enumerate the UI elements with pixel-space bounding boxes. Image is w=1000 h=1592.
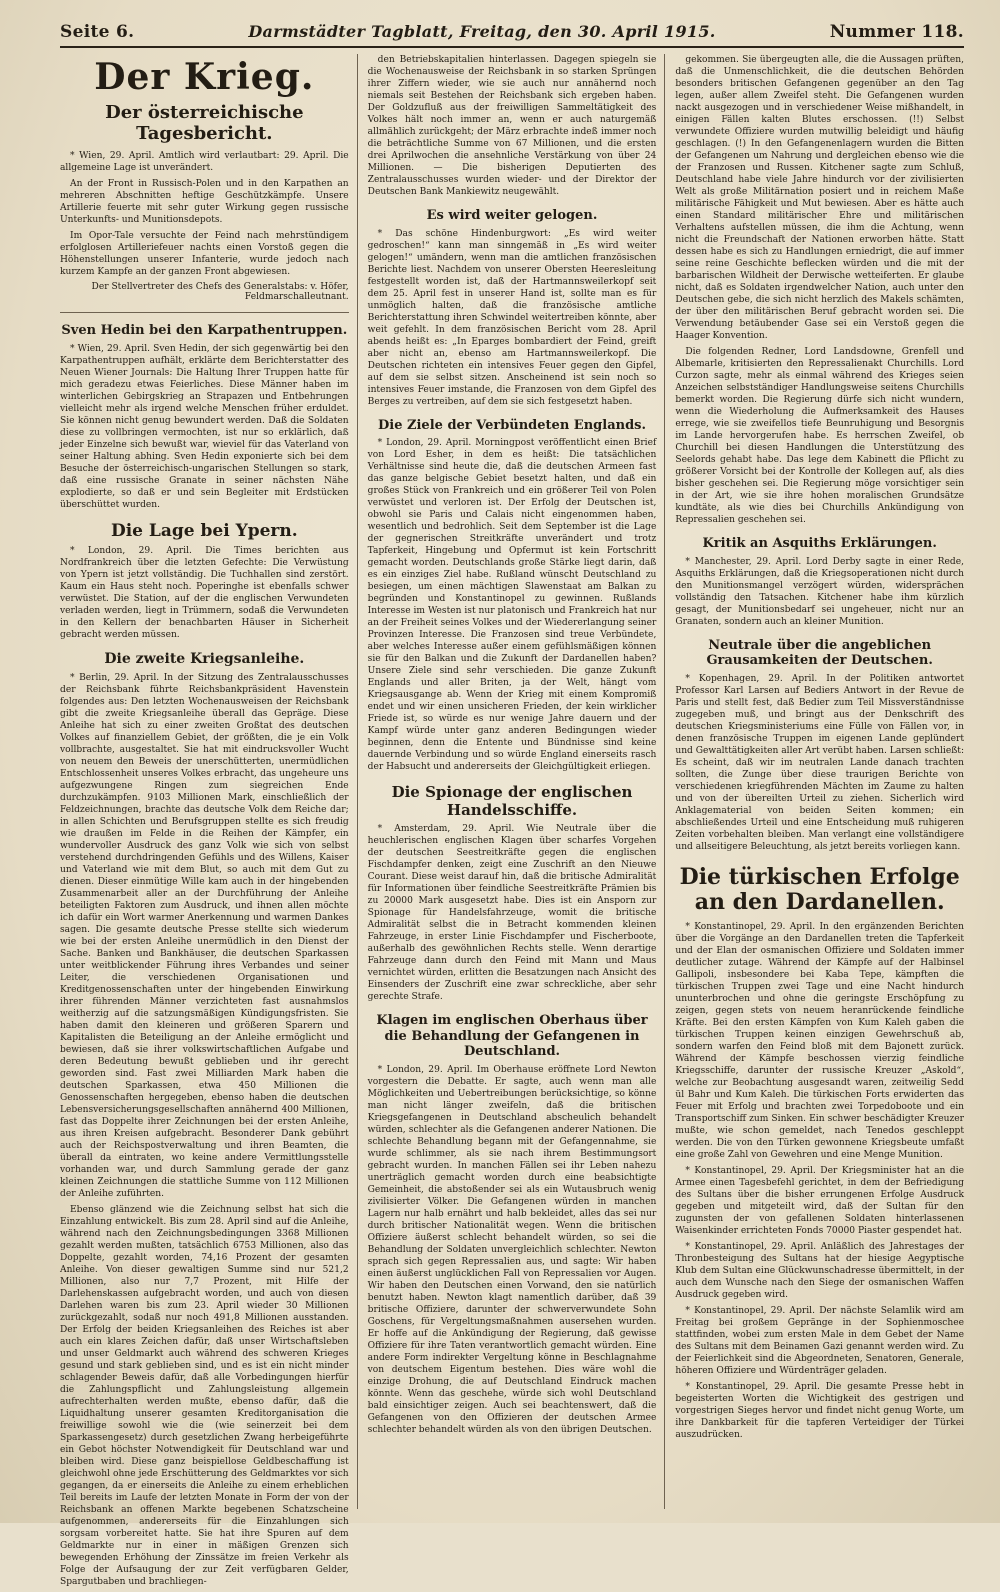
paragraph: gekommen. Sie übergeugten alle, die die Aussagen prüften, daß die Unmenschlichkeit, die die deutschen Behörden besonders britischen Gefangenen gegenüber an den Tag legen, außer allem Zweifel steht. Die Gefangenen wurden nackt ausgezogen und in verschiedener Weise mißhandelt, in einigen Fällen kalten Blutes erschossen. (!!) Selbst verwundete Offiziere wurden mutwillig beleidigt und häufig geschlagen. (!) In den Gefangenenlagern wurden die Bitten der Gefangenen um Nahrung und dergleichen ebenso wie die der Franzosen und Russen. Kitchener sagte zum Schluß, Deutschland habe viele Jahre hindurch vor der zivilisierten Welt als große Militärnation posiert und in reichem Maße militärische Fähigkeit und Mut bewiesen. Aber es hätte auch einen Standard militärischer Ehre und militärischen Verhaltens aufstellen müssen, die ihm die Achtung, wenn nicht die Freundschaft der Nationen erworben hätte. Statt dessen habe es sich zu Handlungen erniedrigt, die auf immer seine reine Geschichte beflecken würden und die mit der barbarischen Wildheit der Derwische wetteiferten. Er glaube nicht, daß es Soldaten irgendwelcher Nation, auch unter den Deutschen gebe, die sich nicht herzlich des Makels schämten, der über den militärischen Beruf gebracht worden sei. Die Verwendung betäubender Gase sei ein Verstoß gegen die Haager Konvention.: [675, 55, 965, 341]
article-headline: Neutrale über die angeblichen Grausamkeiten der Deutschen.: [706, 637, 933, 669]
article-headline: Die türkischen Erfolge an den Dardanellen.: [679, 863, 960, 916]
paragraph: * Konstantinopel, 29. April. Anläßlich des Jahrestages der Thronbesteigung des Sultans hat der hiesige Aegyptische Klub dem Sultan eine Glückwunschadresse übermittelt, in der auch dem Wunsche nach den Siege der osmanischen Waffen Ausdruck gegeben wird.: [675, 1242, 965, 1301]
paragraph: * Konstantinopel, 29. April. In den ergänzenden Berichten über die Vorgänge an den Dardanellen treten die Tapferkeit und der Elan der osmanischen Offiziere und Soldaten immer deutlicher zutage. Während der Kämpfe auf der Halbinsel Gallipoli, insbesondere bei Kaba Tepe, kämpften die türkischen Truppen zwei Tage und eine Nacht hindurch ununterbrochen und ohne die geringste Erschöpfung zu zeigen, gegen stets von neuem heranrückende feindliche Kräfte. Bei den ersten Kämpfen von Kum Kaleh gaben die türkischen Truppen keinen einzigen Gewehrschuß ab, sondern warfen den Feind bloß mit dem Bajonett zurück. Während der Kämpfe beschossen vierzig feindliche Kriegsschiffe, darunter der russische Kreuzer „Askold“, welche zur Beobachtung ausgesandt waren, zeitweilig Sedd ül Bahr und Kum Kaleh. Die türkischen Forts erwiderten das Feuer mit Erfolg und brachten zwei Torpedoboote und ein Transportschiff zum Sinken. Ein schwer beschädigter Kreuzer mußte, wie schon gemeldet, nach Tenedos geschleppt werden. Die von den Türken gewonnene Kriegsbeute umfaßt eine große Zahl von Gewehren und eine Menge Munition.: [675, 922, 965, 1161]
paragraph: * Amsterdam, 29. April. Wie Neutrale über die heuchlerischen englischen Klagen über scharfes Vorgehen der deutschen Seestreitkräfte gegen die englischen Fischdampfer denken, zeigt eine Zuschrift an den Nieuwe Courant. Diese weist darauf hin, daß die britische Admiralität für Informationen über feindliche Seestreitkräfte Prämien bis zu 20000 Mark ausgesetzt habe. Dies ist ein Ansporn zur Spionage für Handelsfahrzeuge, womit die britische Admiralität selbst die in Betracht kommenden kleinen Fahrzeuge, in erster Linie Fischdampfer und Fischerboote, außerhalb des gewöhnlichen Rechts stelle. Wenn derartige Fahrzeuge dann durch den Feind mit Mann und Maus vernichtet würden, erlitten die Besatzungen nach Ansicht des Einsenders der Zuschrift eine zwar schreckliche, aber sehr gerechte Strafe.: [367, 824, 657, 1003]
paragraph: An der Front in Russisch-Polen und in den Karpathen an mehreren Abschnitten heftige Geschützkämpfe. Unsere Artillerie feuerte mit sehr guter Wirkung gegen russische Unterkunfts- und Munitionsdepots.: [60, 179, 349, 225]
article-headline: Die Ziele der Verbündeten Englands.: [378, 417, 646, 433]
paragraph: den Betriebskapitalien hinterlassen. Dagegen spiegeln sie die Wochenausweise der Reichsbank in so starken Sprüngen ihrer Ziffern wieder, wie sie auch nur annähernd noch niemals seit Bestehen der Reichsbank sich ergeben haben. Der Goldzufluß aus der freiwilligen Sammeltätigkeit des Volkes hält noch immer an, wenn er auch naturgemäß allmählich zurückgeht; der März erbrachte indeß immer noch die beträchtliche Summe von 67 Millionen, und die ersten drei Aprilwochen die ansehnliche Verstärkung von über 24 Millionen. — Die bisherigen Deputierten des Zentralausschusses wurden wieder- und der Direktor der Deutschen Bank Mankiewitz neugewählt.: [367, 55, 657, 197]
paragraph: * Das schöne Hindenburgwort: „Es wird weiter gedroschen!“ kann man sinngemäß in „Es wird weiter gelogen!“ umändern, wenn man die amtlichen französischen Berichte liest. Nachdem von unserer Obersten Heeresleitung festgestellt worden ist, daß der Hartmannsweilerkopf seit dem 25. April fest in unserer Hand ist, sollte man es für unmöglich halten, daß die französische amtliche Berichterstattung ihren Schwindel weitertreiben könnte, aber weit gefehlt. In dem französischen Bericht vom 28. April abends heißt es: „In Eparges bombardiert der Feind, greift aber nicht an, ebenso am Hartmannsweilerkopf. Die Deutschen richteten ein intensives Feuer gegen den Gipfel, auf dem sie selbst sitzen. Anscheinend ist sein noch so intensives Feuer imstande, die Franzosen von dem Gipfel des Berges zu vertreiben, auf dem sie sich festgesetzt haben.: [367, 228, 657, 407]
article-headline: Es wird weiter gelogen.: [426, 208, 598, 223]
paragraph: * Kopenhagen, 29. April. In der Politiken antwortet Professor Karl Larsen auf Bediers Antwort in der Revue de Paris und stellt fest, daß Bedier zum Teil Missverständnisse zugegeben muß, und bringt aus der Denkschrift des deutschen Kriegsministeriums eine Fülle von Fällen vor, in denen französische Truppen im eigenen Lande geplündert und Gewalttätigkeiten aller Art verübt haben. Larsen schließt: Es scheint, daß wir im neutralen Lande danach trachten sollten, die Zunge über diese traurigen Berichte von verschiedenen kriegführenden Mächten im Zaume zu halten und von der übereilten Urteil zu ziehen. Sicherlich wird Anklagematerial von beiden Seiten kommen; ein abschließendes Urteil und eine Entscheidung muß ruhigeren Zeiten vorbehalten bleiben. Man verlangt eine vollständigere und allseitigere Beleuchtung, als jetzt bereits vorliegen kann.: [675, 673, 965, 852]
issue-number: Nummer 118.: [829, 22, 964, 42]
article-body: [368, 1064, 657, 1509]
paragraph: * Wien, 29. April. Sven Hedin, der sich gegenwärtig bei den Karpathentruppen aufhält, erklärte dem Berichterstatter des Neuen Wiener Journals: Die Haltung Ihrer Truppen hatte für mich geradezu etwas Feierliches. Diese Männer haben im winterlichen Gebirgskrieg an Strapazen und Entbehrungen vielleicht mehr als irgend welche Menschen früher erduldet. Sie können nicht genug bewundert werden. Daß die Soldaten diese zu vollbringen vermochten, ist nur so erklärlich, daß jeder Einzelne sich bewußt war, wieviel für das Vaterland von seiner Haltung abhing. Sven Hedin exponierte sich bei dem Besuche der österreichisch-ungarischen Stellungen so stark, daß eine russische Granate in seiner nächsten Nähe explodierte, so daß er und sein Begleiter mit Erdstücken überschüttet wurden.: [60, 343, 349, 510]
article-headline: Die Spionage der englischen Handelsschiffe.: [391, 783, 633, 820]
signature: Der Stellvertreter des Chefs des Generalstabs: v. Höfer, Feldmarschalleutnant.: [91, 282, 349, 302]
section-headline: Der österreichische Tagesbericht.: [105, 102, 304, 144]
article-headline: Die zweite Kriegsanleihe.: [104, 650, 305, 667]
paragraph: Die folgenden Redner, Lord Landsdowne, Grenfell und Albemarle, kritisierten den Repressalienakt Churchills. Lord Curzon sagte, mehr als einmal während des Krieges seien Anzeichen selbstständiger Handlungsweise seitens Churchills bemerkt worden. Die Regierung dürfe sich nicht wundern, wenn die Wiederholung die Aufmerksamkeit des Hauses errege, wie sie zweifellos tiefe Beunruhigung und Besorgnis im Lande hervorgerufen habe. Es herrschen Zweifel, ob Churchill bei diesen Handlungen die Unterstützung des Seelords gehabt habe. Das lege dem Kabinett die Pflicht zu größerer Vorsicht bei der Kontrolle der Kollegen auf, als dies bisher geschehen sei. Die Regierung möge vorsichtiger sein in der Art, wie sie ihre hohen moralischen Grundsätze kundtäte, als wie dies bei Churchills Ankündigung von Repressalien geschehen sei.: [675, 347, 965, 525]
main-headline: Der Krieg.: [94, 56, 315, 98]
column-2: [368, 54, 666, 1509]
page-number: Seite 6.: [60, 22, 135, 42]
article-headline: Kritik an Asquiths Erklärungen.: [702, 536, 937, 551]
article-headline: Klagen im englischen Oberhaus über die Behandlung der Gefangenen in Deutschland.: [376, 1013, 648, 1060]
paragraph: * London, 29. April. Morningpost veröffentlicht einen Brief von Lord Esher, in dem es heißt: Die tatsächlichen Verhältnisse sind heute die, daß die deutschen Armeen fast das ganze belgische Gebiet besetzt halten, und daß ein großes Stück von Frankreich und ein größerer Teil von Polen verwüstet und verloren ist. Der Erfolg der Deutschen ist, obwohl sie Paris und Calais nicht eingenommen haben, wesentlich und bedrohlich. Seit dem September ist die Lage der gegnerischen Streitkräfte unverändert und trotz Tapferkeit, Hingebung und Opfermut ist kein Fortschritt gemacht worden. Deutschlands große Stärke liegt darin, daß es ein einziges Ziel habe. Rußland wünscht Deutschland zu besiegen, um einen mächtigen Slawenstaat am Balkan zu begründen und Konstantinopel zu gewinnen. Rußlands Interesse im Westen ist nur platonisch und Frankreich hat nur an der Freiheit seines Volkes und der Wiedererlangung seiner Provinzen Interesse. Die Franzosen sind treue Verbündete, aber welches Interesse außer einem gefühlsmäßigen können sie für den Balkan und die Zukunft der Dardanellen haben? Unsere Ziele sind sehr verschieden. Die ganze Zukunft Englands und aller Briten, ja der Welt, hängt vom Kriegsausgange ab. Wenn der Krieg mit einem Kompromiß endet und wir einen unsicheren Frieden, der kein wirklicher Friede ist, so würde es nur wenige Jahre dauern und der Kampf würde unter ganz anderen Bedingungen wieder beginnen, denn die Entente und Bündnisse sind keine dauernde Verbindung und so würde England einerseits rasch der Habsucht und andererseits der Gleichgültigkeit erliegen.: [367, 438, 657, 773]
paragraph: Im Opor-Tale versuchte der Feind nach mehrstündigem erfolglosen Artilleriefeuer nachts einen Vorstoß gegen die Höhenstellungen unserer Infanterie, wurde jedoch nach kurzem Kampfe an der ganzen Front abgewiesen.: [60, 231, 349, 277]
paragraph: Ebenso glänzend wie die Zeichnung selbst hat sich die Einzahlung entwickelt. Bis zum 28. April sind auf die Anleihe, während nach den Zeichnungsbedingungen 3368 Millionen gezahlt werden mußten, tatsächlich 6753 Millionen, also das Doppelte, gezahlt worden, 74,16 Prozent der gesamten Anleihe. Von dieser gewaltigen Summe sind nur 521,2 Millionen, also nur 7,7 Prozent, mit Hilfe der Darlehenskassen aufgebracht worden, und auch von diesen Darlehen waren bis zum 23. April wieder 30 Millionen zurückgezahlt, sodaß nur noch 491,8 Millionen ausstanden. Der Erfolg der beiden Kriegsanleihen des Reiches ist aber auch ein klares Zeichen dafür, daß unser Wirtschaftsleben und unser Geldmarkt auch während des schweren Krieges gesund und stark geblieben sind, und es ist ein nicht minder schlagender Beweis dafür, daß alle Vorbedingungen hierfür die Zahlungspflicht und Zahlungsleistung allgemein aufrechterhalten werden mußte, ebenso dafür, daß die Liquidhaltung unserer gesamten Kreditorganisation die freiwillige sowohl wie die (wie seinerzeit bei dem Sparkassengesetz) durch gesetzlichen Zwang herbeigeführte ein Gebot höchster Notwendigkeit für Deutschland war und bleiben wird. Diese ganz beispiellose Geldbeschaffung ist gleichwohl ohne jede Erschütterung des Geldmarktes vor sich gegangen, da er einerseits die Anleihe zu einem erheblichen Teil bereits im Laufe der letzten Monate in Form der von der Reichsbank an offenen Markte begebenen Schatzscheine aufgenommen, andererseits für die Einzahlungen sich sorgsam vorbereitet hatte. Sie hat ihre Spuren auf dem Geldmarkte nur in einer in mäßigen Grenzen sich bewegenden Erhöhung der Zinssätze im freien Verkehr als Folge der Aufsaugung der zur Zeit verfügbaren Gelder, Spargutbaben und brachliegen-: [60, 1204, 349, 1587]
divider: [60, 312, 349, 313]
paragraph: * Konstantinopel, 29. April. Der Kriegsminister hat an die Armee einen Tagesbefehl gerichtet, in dem der Befriedigung des Sultans über die bisher errungenen Erfolge Ausdruck gegeben und mitgeteilt wird, daß der Sultan für den zugunsten der von gefallenen Soldaten hinterlassenen Waisenkinder errichteten Fonds 70000 Piaster gespendet hat.: [675, 1166, 965, 1237]
article-body: [60, 672, 349, 1592]
newspaper-title: Darmstädter Tagblatt, Freitag, den 30. April 1915.: [248, 22, 716, 41]
article-headline: Sven Hedin bei den Karpathentruppen.: [61, 323, 348, 338]
paragraph: * Konstantinopel, 29. April. Die gesamte Presse hebt in begeisterten Worten die Wichtigkeit des gestrigen und vorgestrigen Sieges hervor und findet nicht genug Worte, um ihre Dankbarkeit für die tapferen Verteidiger der Türkei auszudrücken.: [675, 1382, 965, 1441]
paragraph: * Manchester, 29. April. Lord Derby sagte in einer Rede, Asquiths Erklärungen, daß die Kriegsoperationen nicht durch den Munitionsmangel verzögert würden, widersprächen vollständig den Tatsachen. Kitchener habe ihm kürzlich gesagt, der Munitionsbedarf sei ungeheuer, nicht nur an Granaten, sondern auch an kleiner Munition.: [675, 556, 965, 627]
paragraph: * London, 29. April. Im Oberhause eröffnete Lord Newton vorgestern die Debatte. Er sagte, auch wenn man alle Möglichkeiten und Uebertreibungen berücksichtige, so könne man nicht länger zweifeln, daß die britischen Kriegsgefangenen in Deutschland abscheulich behandelt würden, schlechter als die Gefangenen anderer Nationen. Die schlechte Behandlung begann mit der Gefangennahme, sie wurde schlimmer, als sie nach ihrem Bestimmungsort gebracht wurden. In manchen Fällen sei ihr Leben nahezu unerträglich gemacht worden durch eine beabsichtigte Gemeinheit, die abstoßender sei als ein Wutausbruch wenig zivilisierter Völker. Die Gefangenen würden in manchen Lagern nur halb ernährt und halb bekleidet, alles das sei nur durch britischer Nationalität wegen. Wenn die britischen Offiziere äußerst schlecht behandelt würden, so sei die Behandlung der Soldaten unvergleichlich schlechter. Newton sprach sich gegen Repressalien aus, und sagte: Wir haben einen äußerst unglücklichen Fall von Repressalien vor Augen. Wir haben den Deutschen einen Vorwand, den sie natürlich benutzt haben. Newton klagt namentlich darüber, daß 39 britische Offiziere, darunter der schwerverwundete Sohn Goschens, für Vergeltungsmaßnahmen ausersehen wurden. Er hoffe auf die Ankündigung der Regierung, daß gewisse Offiziere für ihre Taten verantwortlich gemacht würden. Eine andere Form indirekter Vergeltung könne in Beschlagnahme von deutschem Eigentum bestehen. Dies wäre wohl die einzige Drohung, die auf Deutschland Eindruck machen könnte. Wenn das geschehe, würde sich wohl Deutschland bald einsichtiger zeigen. Auch sei beachtenswert, daß die Gefangenen von den Offizieren der deutschen Armee schlechter behandelt würden als von den übrigen Deutschen.: [367, 1064, 657, 1435]
column-3: [675, 54, 964, 1509]
column-1: [60, 54, 358, 1587]
paragraph: * Wien, 29. April. Amtlich wird verlautbart: 29. April. Die allgemeine Lage ist unverändert.: [60, 151, 349, 173]
paragraph: * Berlin, 29. April. In der Sitzung des Zentralausschusses der Reichsbank führte Reichsbankpräsident Havenstein folgendes aus: Den letzten Wochenausweisen der Reichsbank gibt die zweite Kriegsanleihe überall das Gepräge. Diese Anleihe hat sich zu einer zweiten Großtat des deutschen Volkes auf finanziellem Gebiet, der größten, die je ein Volk vollbrachte, ausgestaltet. Sie hat mit eindrucksvoller Wucht von neuem den Beweis der unerschütterten, unermüdlichen Entschlossenheit unseres Volkes erbracht, das ungeheure uns aufgezwungene Ringen zum siegreichen Ende durchzukämpfen. 9103 Millionen Mark, einschließlich der Feldzeichnungen, brachte das deutsche Volk dem Reiche dar; in allen Schichten und Berufsgruppen stellte es sich freudig wie draußen im Felde in die Reihen der Kämpfer, ein wundervoller Ausdruck des ganz Volk wie sich von selbst verstehend durchdringenden Gefühls und des Willens, Kaiser und Vaterland wie mit dem Blut, so auch mit dem Gut zu dienen. Dieser einmütige Wille kam auch in der hingebenden Zusammenarbeit aller an der Durchführung der Anleihe beteiligten Faktoren zum Ausdruck, und ihnen allen möchte ich dafür ein Wort warmer Anerkennung und warmen Dankes sagen. Die gesamte deutsche Presse stellte sich wiederum wie bei der ersten Anleihe unermüdlich in den Dienst der Sache. Banken und Bankhäuser, die deutschen Sparkassen unter weitblickender Führung ihres Verbandes und seiner Leiter, die verschiedenen Organisationen und Kreditgenossenschaften unter der hingebenden Einwirkung ihrer führenden Männer verzichteten fast ausnahmslos weitherzig auf die satzungsmäßigen Kündigungsfristen. Sie haben damit den kleineren und größeren Sparern und Kapitalisten die Beteiligung an der Anleihe ermöglicht und bewiesen, daß sie ihrer volkswirtschaftlichen Aufgabe und deren Bedeutung bewußt geblieben und ihr gerecht geworden sind. Fast zwei Milliarden Mark haben die deutschen Sparkassen, etwa 450 Millionen die Genossenschaften hergegeben, ebenso haben die deutschen Lebensversicherungsgesellschaften annähernd 400 Millionen, fast das Doppelte ihrer Zeichnungen bei der ersten Anleihe, aus ihren Kreisen aufgebracht. Besonderer Dank gebührt auch der Reichspostverwaltung und ihren Beamten, die überall da eintraten, wo keine andere Vermittlungsstelle vorhanden war, und durch Sammlung gerade der ganz kleinen Zeichnungen die stattliche Summe von 112 Millionen der Anleihe zuführten.: [60, 672, 349, 1199]
masthead: [60, 22, 964, 48]
article-body: [675, 921, 964, 1509]
paragraph: * Konstantinopel, 29. April. Der nächste Selamlik wird am Freitag bei großem Gepränge in der Sophienmoschee stattfinden, wobei zum ersten Male in dem Gebet der Name des Sultans mit dem Beinamen Gazi genannt werden wird. Zu der Feierlichkeit sind die Abgeordneten, Senatoren, Generale, höheren Offiziere und Würdenträger geladen.: [675, 1306, 965, 1377]
article-headline: Die Lage bei Ypern.: [110, 520, 298, 541]
columns: [60, 54, 965, 1587]
paragraph: * London, 29. April. Die Times berichten aus Nordfrankreich über die letzten Gefechte: Die Verwüstung von Ypern ist jetzt vollständig. Die Tuchhallen sind zerstört. Kaum ein Haus steht noch. Poperinghe ist ebenfalls schwer verwüstet. Die Station, auf der die englischen Verwundeten verladen werden, liegt in Trümmern, sodaß die Verwundeten in den Kellern der benachbarten Häuser in Sicherheit gebracht werden müssen.: [60, 545, 349, 640]
